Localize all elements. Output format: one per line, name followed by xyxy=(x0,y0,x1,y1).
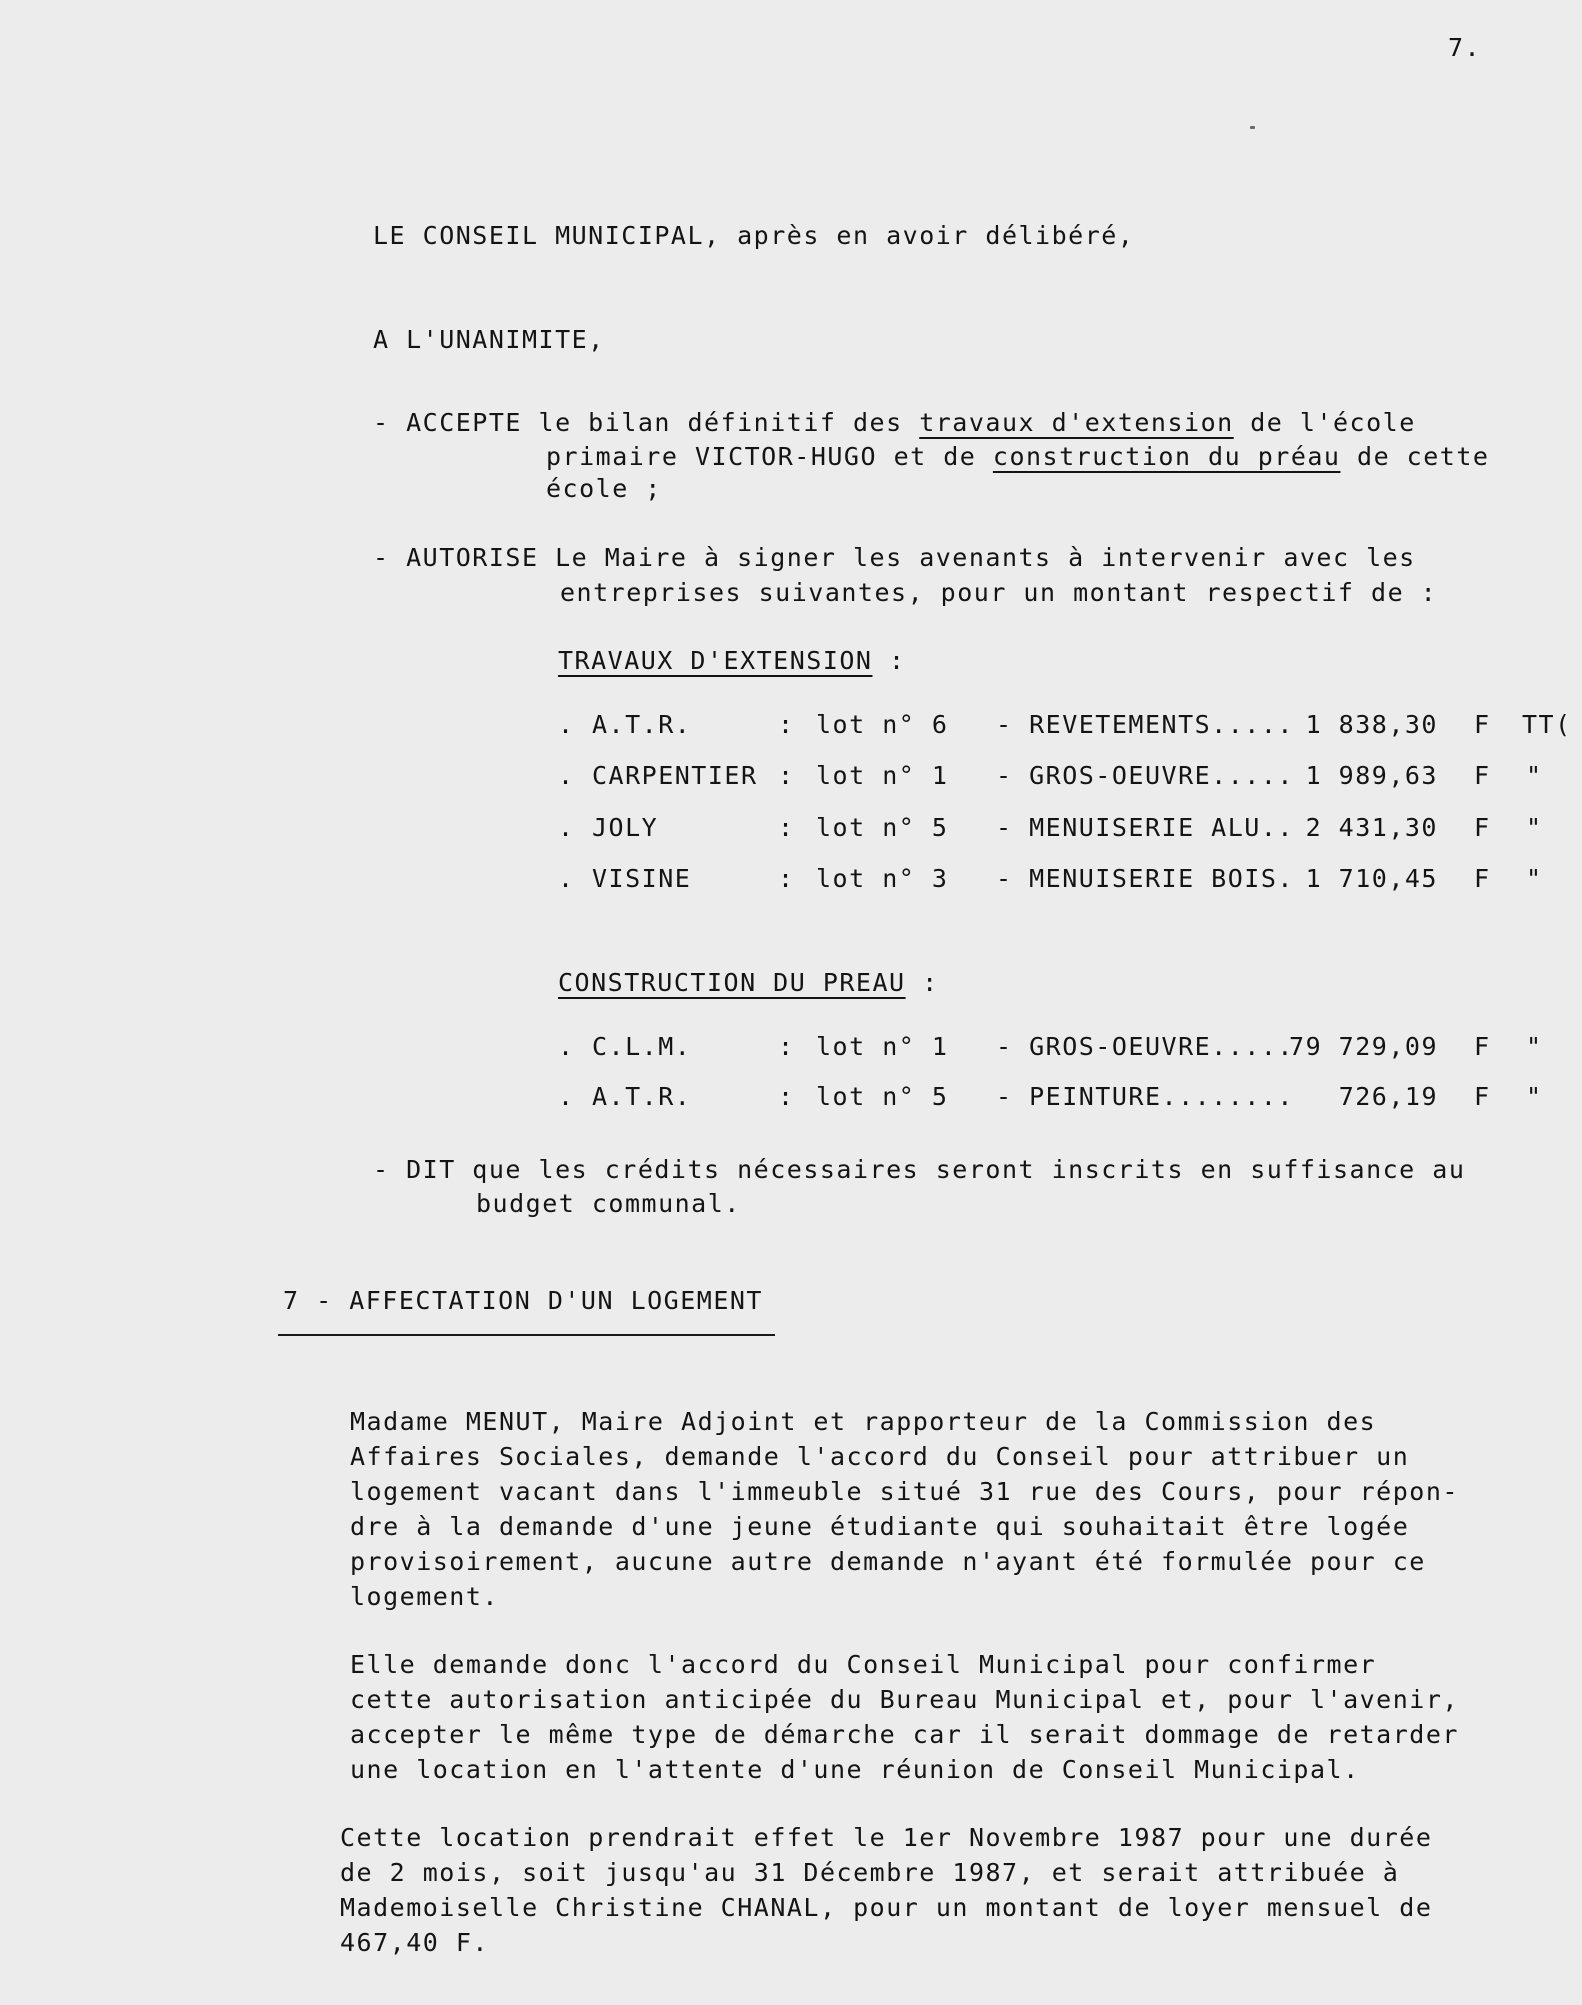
para2-line: cette autorisation anticipée du Bureau Municipal et, pour l'avenir, xyxy=(350,1685,1459,1714)
row-description: - MENUISERIE BOIS. xyxy=(996,864,1294,893)
table-row xyxy=(558,864,1558,899)
row-amount: 1 710,45 xyxy=(1305,864,1438,893)
preau-title-colon: : xyxy=(905,968,939,997)
row-bullet: . xyxy=(558,1032,575,1061)
row-company: CARPENTIER xyxy=(592,761,758,790)
para3-line: Cette location prendrait effet le 1er Novembre 1987 pour une durée xyxy=(340,1823,1433,1852)
row-unit: F xyxy=(1474,1082,1491,1111)
row-amount: 1 989,63 xyxy=(1305,761,1438,790)
dit-line-1: - DIT que les crédits nécessaires seront inscrits en suffisance au xyxy=(373,1155,1466,1184)
row-colon: : xyxy=(778,864,795,893)
accepte-line2-b: de cette xyxy=(1340,442,1490,471)
page-number: 7. xyxy=(1448,33,1482,62)
row-amount: 1 838,30 xyxy=(1305,710,1438,739)
para3-line: Mademoiselle Christine CHANAL, pour un montant de loyer mensuel de xyxy=(340,1893,1433,1922)
para3-line: de 2 mois, soit jusqu'au 31 Décembre 1987, et serait attribuée à xyxy=(340,1858,1400,1887)
preau-section-title xyxy=(558,965,939,1000)
para1-line: Madame MENUT, Maire Adjoint et rapporteur de la Commission des xyxy=(350,1407,1377,1436)
construction-preau-underlined: construction du préau xyxy=(992,442,1341,471)
speck xyxy=(1250,126,1255,129)
row-description: - PEINTURE........ xyxy=(996,1082,1294,1111)
para2-line: une location en l'attente d'une réunion de Conseil Municipal. xyxy=(350,1755,1360,1784)
para2-line: accepter le même type de démarche car il serait dommage de retarder xyxy=(350,1720,1459,1749)
row-description: - GROS-OEUVRE..... xyxy=(996,761,1294,790)
section-7-title: 7 - AFFECTATION D'UN LOGEMENT xyxy=(283,1286,763,1315)
row-unit: F xyxy=(1474,1032,1491,1061)
row-bullet: . xyxy=(558,761,575,790)
travaux-extension-underlined: travaux d'extension xyxy=(919,408,1234,437)
row-lot: lot n° 6 xyxy=(816,710,949,739)
para1-line: provisoirement, aucune autre demande n'ayant été formulée pour ce xyxy=(350,1547,1426,1576)
row-colon: : xyxy=(778,1032,795,1061)
row-suffix: " xyxy=(1526,864,1543,893)
preau-title-text: CONSTRUCTION DU PREAU xyxy=(558,968,906,997)
row-description: - REVETEMENTS..... xyxy=(996,710,1294,739)
accepte-line-1 xyxy=(373,405,1416,440)
row-company: C.L.M. xyxy=(592,1032,692,1061)
council-heading: LE CONSEIL MUNICIPAL, après en avoir délibéré, xyxy=(373,221,1135,250)
row-unit: F xyxy=(1474,761,1491,790)
row-unit: F xyxy=(1474,864,1491,893)
section-7-rule xyxy=(278,1334,775,1336)
row-colon: : xyxy=(778,1082,795,1111)
para1-line: logement vacant dans l'immeuble situé 31 rue des Cours, pour répon- xyxy=(350,1477,1459,1506)
table-row xyxy=(558,710,1572,745)
row-amount: 79 729,09 xyxy=(1289,1032,1438,1061)
row-lot: lot n° 5 xyxy=(816,1082,949,1111)
row-bullet: . xyxy=(558,864,575,893)
accepte-prefix: - ACCEPTE le bilan définitif des xyxy=(373,408,920,437)
accepte-line-3: école ; xyxy=(546,474,662,503)
row-suffix: TT( xyxy=(1522,710,1572,739)
row-unit: F xyxy=(1474,710,1491,739)
row-company: A.T.R. xyxy=(592,1082,692,1111)
row-description: - GROS-OEUVRE..... xyxy=(996,1032,1294,1061)
extension-title-text: TRAVAUX D'EXTENSION xyxy=(558,646,873,675)
table-row xyxy=(558,1082,1558,1117)
row-amount: 2 431,30 xyxy=(1305,813,1438,842)
row-lot: lot n° 5 xyxy=(816,813,949,842)
row-bullet: . xyxy=(558,1082,575,1111)
table-row xyxy=(558,1032,1558,1067)
row-company: JOLY xyxy=(592,813,659,842)
accepte-line-2 xyxy=(546,439,1489,474)
row-colon: : xyxy=(778,813,795,842)
table-row xyxy=(558,761,1558,796)
row-suffix: " xyxy=(1526,1032,1543,1061)
para3-line: 467,40 F. xyxy=(340,1928,489,1957)
extension-title-colon: : xyxy=(872,646,906,675)
row-bullet: . xyxy=(558,813,575,842)
row-unit: F xyxy=(1474,813,1491,842)
dit-line-2: budget communal. xyxy=(476,1189,741,1218)
autorise-line-1: - AUTORISE Le Maire à signer les avenants à intervenir avec les xyxy=(373,543,1416,572)
row-amount: 726,19 xyxy=(1338,1082,1438,1111)
para2-line: Elle demande donc l'accord du Conseil Municipal pour confirmer xyxy=(350,1650,1377,1679)
autorise-line-2: entreprises suivantes, pour un montant respectif de : xyxy=(560,578,1438,607)
row-suffix: " xyxy=(1526,1082,1543,1111)
row-company: A.T.R. xyxy=(592,710,692,739)
row-company: VISINE xyxy=(592,864,692,893)
row-description: - MENUISERIE ALU.. xyxy=(996,813,1294,842)
row-suffix: " xyxy=(1526,813,1543,842)
row-lot: lot n° 1 xyxy=(816,761,949,790)
row-colon: : xyxy=(778,761,795,790)
row-colon: : xyxy=(778,710,795,739)
para1-line: logement. xyxy=(350,1582,499,1611)
row-lot: lot n° 3 xyxy=(816,864,949,893)
row-lot: lot n° 1 xyxy=(816,1032,949,1061)
unanimity-line: A L'UNANIMITE, xyxy=(373,325,605,354)
para1-line: Affaires Sociales, demande l'accord du Conseil pour attribuer un xyxy=(350,1442,1410,1471)
para1-line: dre à la demande d'une jeune étudiante qui souhaitait être logée xyxy=(350,1512,1410,1541)
extension-section-title xyxy=(558,643,906,678)
row-suffix: " xyxy=(1526,761,1543,790)
row-bullet: . xyxy=(558,710,575,739)
accepte-line2-a: primaire VICTOR-HUGO et de xyxy=(546,442,993,471)
accepte-mid: de l'école xyxy=(1233,408,1416,437)
table-row xyxy=(558,813,1558,848)
